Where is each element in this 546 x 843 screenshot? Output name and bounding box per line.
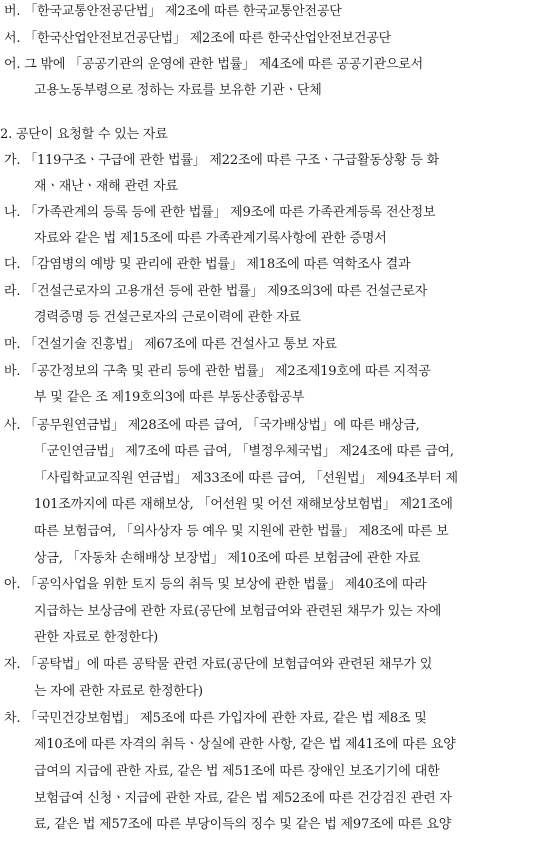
clause-a: 아. 「공익사업을 위한 토지 등의 취득 및 보상에 관한 법률」 제40조에 따라 [4,577,427,592]
section-heading-2: 2. 공단이 요청할 수 있는 자료 [0,127,168,142]
clause-ra-cont: 경력증명 등 건설근로자의 근로이력에 관한 자료 [34,310,301,325]
clause-a-cont-1: 지급하는 보상금에 관한 자료(공단에 보험급여와 관련된 채무가 있는 자에 [34,604,442,619]
clause-sa-cont-1: 「군인연금법」 제7조에 따른 급여, 「별정우체국법」 제24조에 따른 급여, [34,444,454,459]
clause-beo: 버. 「한국교통안전공단법」 제2조에 따른 한국교통안전공단 [4,4,342,19]
clause-a-cont-2: 관한 자료로 한정한다) [34,630,158,645]
clause-sa-cont-4: 따른 보험급여, 「의사상자 등 예우 및 지원에 관한 법률」 제8조에 따른 보 [34,524,449,539]
clause-seo: 서. 「한국산업안전보건공단법」 제2조에 따른 한국산업안전보건공단 [4,31,391,46]
clause-cha-cont-2: 급여의 지급에 관한 자료, 같은 법 제51조에 따른 장애인 보조기기에 대한 [34,764,440,779]
clause-na: 나. 「가족관계의 등록 등에 관한 법률」 제9조에 따른 가족관계등록 전산정보 [4,205,436,220]
clause-sa-cont-5: 상금, 「자동차 손해배상 보장법」 제10조에 따른 보험금에 관한 자료 [34,551,421,566]
clause-da: 다. 「감염병의 예방 및 관리에 관한 법률」 제18조에 따른 역학조사 결과 [4,257,411,272]
clause-ja-cont: 는 자에 관한 자료로 한정한다) [34,684,203,699]
clause-na-cont: 자료와 같은 법 제15조에 따른 가족관계기록사항에 관한 증명서 [34,231,387,246]
clause-ma: 마. 「건설기술 진흥법」 제67조에 따른 건설사고 통보 자료 [4,337,337,352]
clause-ga: 가. 「119구조ㆍ구급에 관한 법률」 제22조에 따른 구조ㆍ구급활동상황 등 화 [4,153,440,168]
clause-cha-cont-1: 제10조에 따른 자격의 취득ㆍ상실에 관한 사항, 같은 법 제41조에 따른 요양 [34,737,456,752]
clause-ba: 바. 「공간정보의 구축 및 관리 등에 관한 법률」 제2조제19호에 따른 지적공 [4,364,431,379]
clause-ga-cont: 재ㆍ재난ㆍ재해 관련 자료 [34,179,178,194]
clause-ba-cont: 부 및 같은 조 제19호의3에 따른 부동산종합공부 [34,390,305,405]
clause-sa-cont-2: 「사립학교교직원 연금법」 제33조에 따른 급여, 「선원법」 제94조부터 제 [34,471,458,486]
clause-sa-cont-3: 101조까지에 따른 재해보상, 「어선원 및 어선 재해보상보험법」 제21조에 [34,497,453,512]
clause-ra: 라. 「건설근로자의 고용개선 등에 관한 법률」 제9조의3에 따른 건설근로자 [4,284,428,299]
clause-ja: 자. 「공탁법」에 따른 공탁물 관련 자료(공단에 보험급여와 관련된 채무가 있 [4,657,433,672]
clause-cha-cont-3: 보험급여 신청ㆍ지급에 관한 자료, 같은 법 제52조에 따른 건강검진 관련 자 [34,791,452,806]
clause-cha: 차. 「국민건강보험법」 제5조에 따른 가입자에 관한 자료, 같은 법 제8조 및 [4,711,427,726]
clause-eo: 어. 그 밖에 「공공기관의 운영에 관한 법률」 제4조에 따른 공공기관으로서 [4,57,424,72]
clause-eo-cont: 고용노동부령으로 정하는 자료를 보유한 기관ㆍ단체 [34,83,322,98]
clause-sa: 사. 「공무원연금법」 제28조에 따른 급여, 「국가배상법」에 따른 배상금, [4,418,420,433]
clause-cha-cont-4: 료, 같은 법 제57조에 따른 부당이득의 징수 및 같은 법 제97조에 따른 요양 [34,817,452,832]
